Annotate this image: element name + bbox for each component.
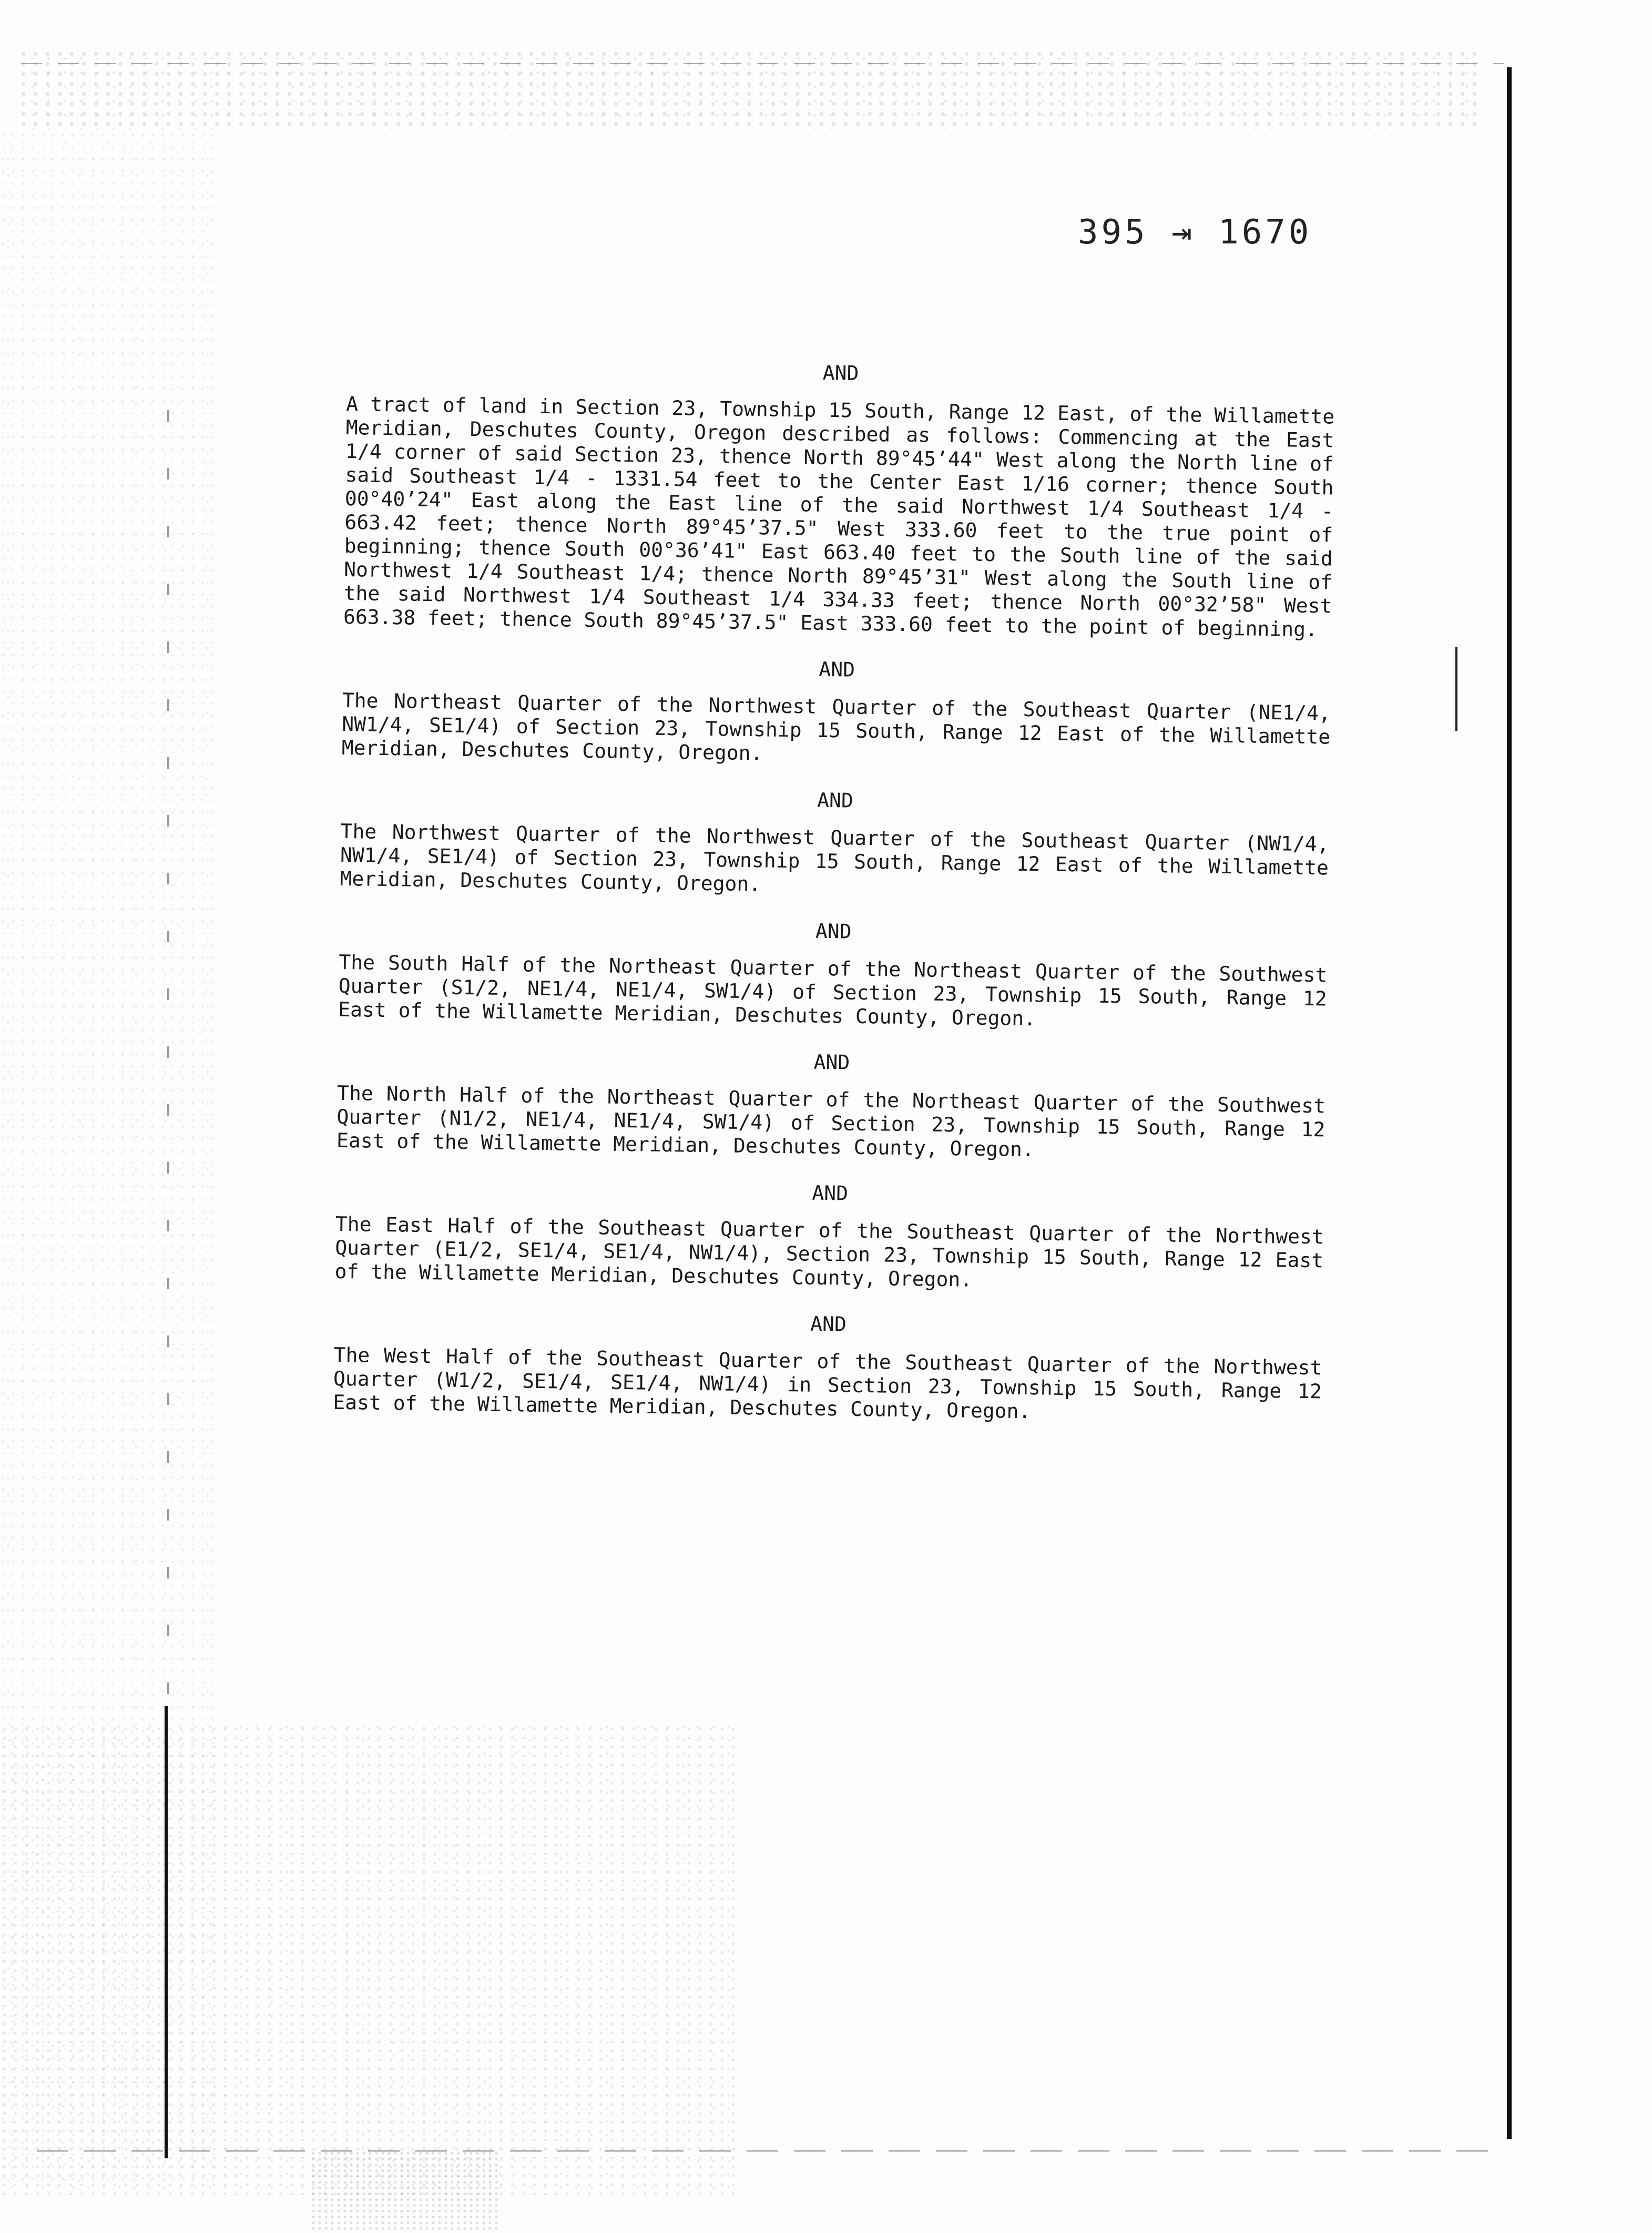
scan-noise-bottom bbox=[0, 1725, 736, 2198]
paragraph: The East Half of the Southeast Quarter of the Southeast Quarter of the Northwest Quarter (E1/2, SE1/4, SE1/4, NW1/4), Section 23, Township 15 South, Range 12 East of the Willamette Meridian, Deschutes County, Oregon. bbox=[334, 1212, 1324, 1291]
scan-edge-bottom bbox=[37, 2150, 1504, 2152]
scan-edge-left-dashes bbox=[167, 410, 169, 1714]
and-separator: AND bbox=[817, 788, 854, 812]
document-body bbox=[333, 337, 1335, 1443]
and-separator: AND bbox=[815, 919, 852, 943]
and-separator: AND bbox=[822, 361, 859, 385]
paragraph: The South Half of the Northeast Quarter of the Northeast Quarter of the Southwest Quarter (S1/2, NE1/4, NE1/4, SW1/4) of Section 23, Township 15 South, Range 12 East of the Willamette Meridian, Deschutes County, Oregon. bbox=[338, 950, 1328, 1031]
and-separator: AND bbox=[812, 1181, 849, 1205]
scan-edge-top bbox=[21, 63, 1504, 64]
scan-edge-right bbox=[1507, 67, 1512, 2139]
paragraph: The West Half of the Southeast Quarter of the Southeast Quarter of the Northwest Quarter (W1/2, SE1/4, SE1/4, NW1/4) in Section 23, Township 15 South, Range 12 East of the Willamette Meridian, Deschutes County, Oregon. bbox=[333, 1343, 1322, 1423]
scan-mark-right bbox=[1455, 647, 1457, 731]
scan-noise-top bbox=[21, 50, 1483, 129]
and-separator: AND bbox=[810, 1312, 847, 1336]
page-number: 395 ⇥ 1670 bbox=[1078, 213, 1312, 252]
scan-edge-left bbox=[165, 1706, 168, 2158]
paragraph: The Northeast Quarter of the Northwest Quarter of the Southeast Quarter (NE1/4, NW1/4, SE1/4) of Section 23, Township 15 South, Range 12 East of the Willamette Meridian, Deschutes County, Oregon. bbox=[341, 688, 1331, 765]
paragraph: The North Half of the Northeast Quarter of the Northeast Quarter of the Southwest Quarter (N1/2, NE1/4, NE1/4, SW1/4) of Section 23, Township 15 South, Range 12 East of the Willamette Meridian, Deschutes County, Oregon. bbox=[336, 1081, 1326, 1161]
paragraph: The Northwest Quarter of the Northwest Quarter of the Southeast Quarter (NW1/4, NW1/4, SE1/4) of Section 23, Township 15 South, Range 12 East of the Willamette Meridian, Deschutes County, Oregon. bbox=[340, 819, 1329, 896]
scan-noise-patch bbox=[310, 2150, 499, 2233]
and-separator: AND bbox=[819, 657, 855, 681]
paragraph: A tract of land in Section 23, Township 15 South, Range 12 East, of the Willamette Meridian, Deschutes County, Oregon described as follows: Commencing at the East 1/4 corner of said Section 23, thence North 89°45’44" West along the North line of said Southeast 1/4 - 1331.54 feet to the Center East 1/16 corner; thence South 00°40’24" East along the East line of the said Northwest 1/4 Southeast 1/4 - 663.42 feet; thence North 89°45’37.5" West 333.60 feet to the true point of beginning; thence South 00°36’41" East 663.40 feet to the South line of the said Northwest 1/4 Southeast 1/4; thence North 89°45’31" West along the South line of the said Northwest 1/4 Southeast 1/4 334.33 feet; thence North 00°32’58" West 663.38 feet; thence South 89°45’37.5" East 333.60 feet to the point of beginning. bbox=[343, 392, 1335, 641]
and-separator: AND bbox=[813, 1050, 850, 1074]
